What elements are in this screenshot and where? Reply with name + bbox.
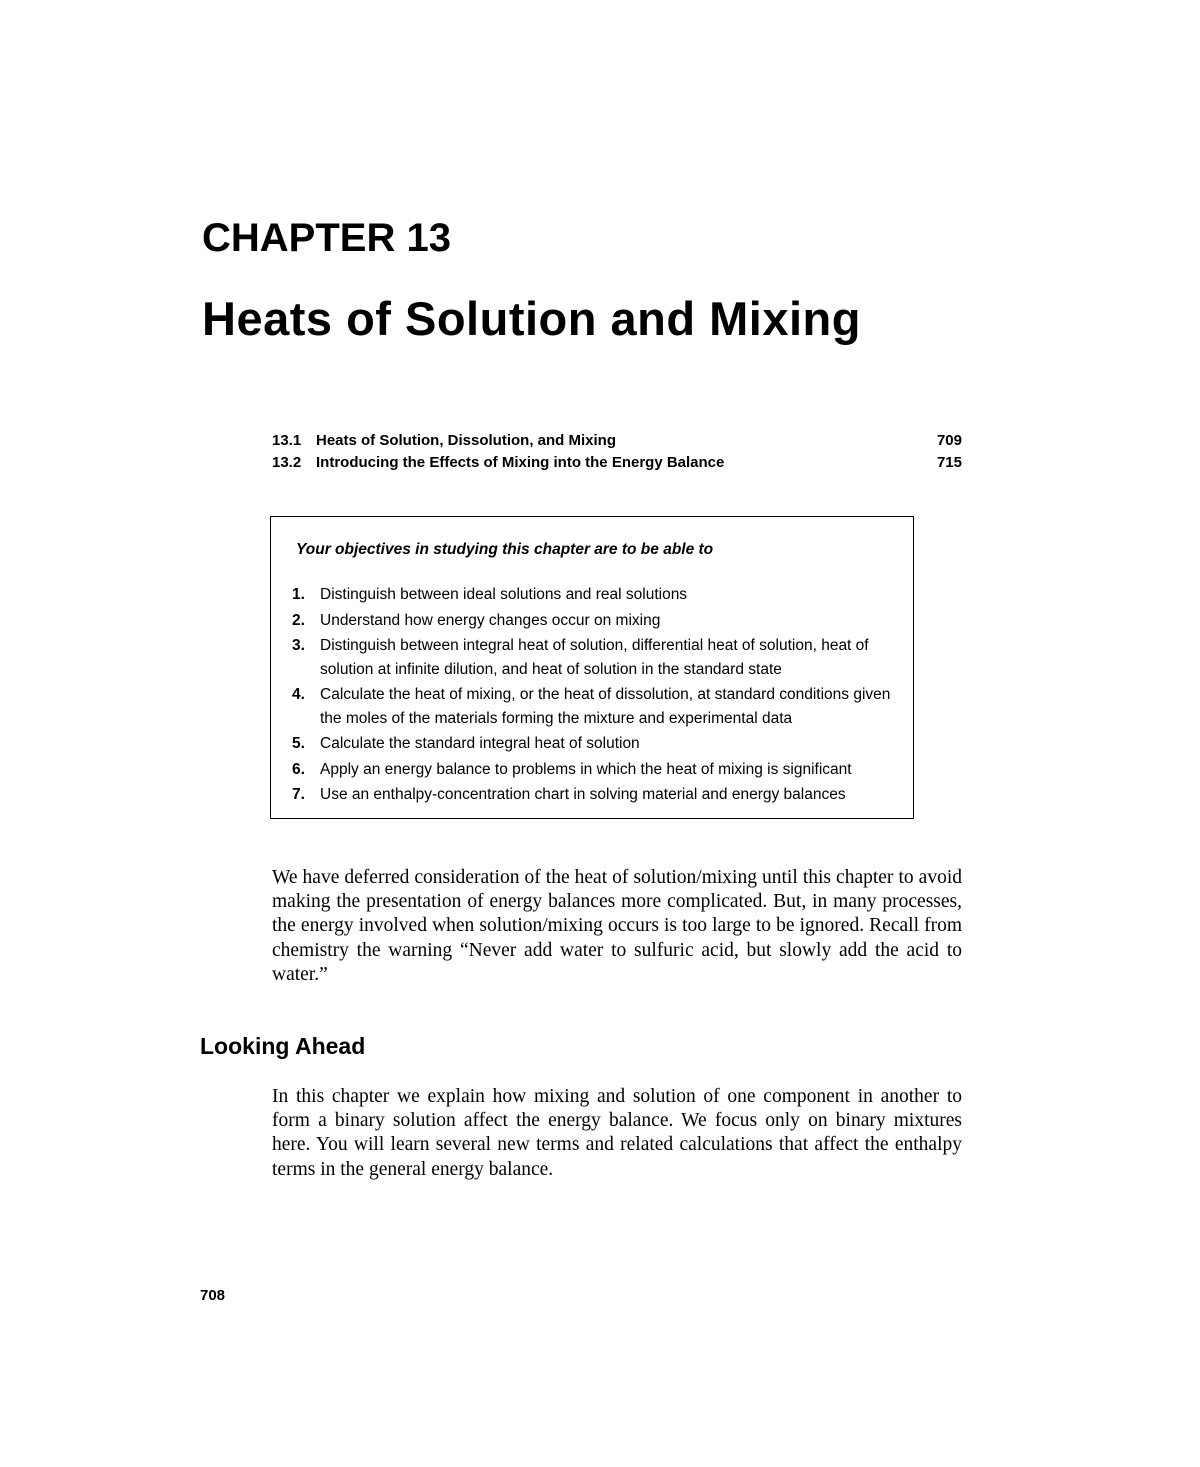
toc-entry-title: Heats of Solution, Dissolution, and Mixing [316, 432, 616, 449]
objective-text: Calculate the standard integral heat of solution [320, 735, 640, 752]
objective-text: Distinguish between ideal solutions and real solutions [320, 586, 688, 603]
objective-text: Apply an energy balance to problems in which the heat of mixing is significant [320, 760, 852, 778]
intro-paragraph: We have deferred consideration of the heat of solution/mixing until this chapter to avoid making the presentation of energy balances more complicated. But, in many processes, the energy involved when solution/mixing occurs is too large to be ignored. Recall from chemistry the warning “Never add water to sulfuric acid, but slowly add the acid to water.” [272, 867, 962, 985]
section-heading: Looking Ahead [200, 1033, 366, 1059]
toc-entry-title: Introducing the Effects of Mixing into the Energy Balance [316, 454, 725, 471]
objective-number: 2. [292, 611, 305, 629]
objective-item [292, 609, 902, 633]
objective-item [292, 758, 902, 782]
page-number: 708 [200, 1287, 226, 1304]
objective-text: Calculate the heat of mixing, or the heat of dissolution, at standard conditions given the moles of the materials forming the mixture and experimental data [320, 686, 891, 727]
chapter-label: CHAPTER 13 [202, 216, 451, 260]
toc-entry[interactable] [272, 430, 962, 452]
objective-number: 5. [292, 735, 305, 752]
toc-entry-page: 709 [936, 432, 962, 449]
objective-number: 4. [292, 686, 305, 703]
section-paragraph: In this chapter we explain how mixing and solution of one component in another to form a binary solution affect the energy balance. We focus only on binary mixtures here. You will learn several new terms and related calculations that affect the enthalpy terms in the general energy balance. [272, 1086, 962, 1180]
objective-number: 6. [292, 760, 305, 778]
objectives-heading: Your objectives in studying this chapter are to be able to [296, 541, 714, 558]
objective-text: Understand how energy changes occur on mixing [320, 611, 661, 629]
objective-number: 7. [292, 786, 305, 803]
objective-item [292, 634, 902, 681]
objectives-box [270, 516, 914, 819]
objectives-list [292, 583, 902, 809]
chapter-title: Heats of Solution and Mixing [202, 292, 861, 345]
objective-text: Distinguish between integral heat of solution, differential heat of solution, heat of solution at infinite dilution, and heat of solution in the standard state [320, 637, 869, 678]
table-of-contents [272, 430, 962, 474]
objective-item [292, 683, 902, 730]
objective-text: Use an enthalpy-concentration chart in solving material and energy balances [320, 786, 846, 803]
toc-entry-number: 13.2 [272, 454, 302, 471]
objective-item [292, 783, 902, 807]
objective-item [292, 583, 902, 607]
toc-entry-number: 13.1 [272, 432, 302, 449]
toc-entry[interactable] [272, 452, 962, 474]
objective-number: 1. [292, 586, 305, 603]
objective-item [292, 732, 902, 756]
toc-entry-page: 715 [936, 454, 962, 471]
objective-number: 3. [292, 637, 305, 654]
